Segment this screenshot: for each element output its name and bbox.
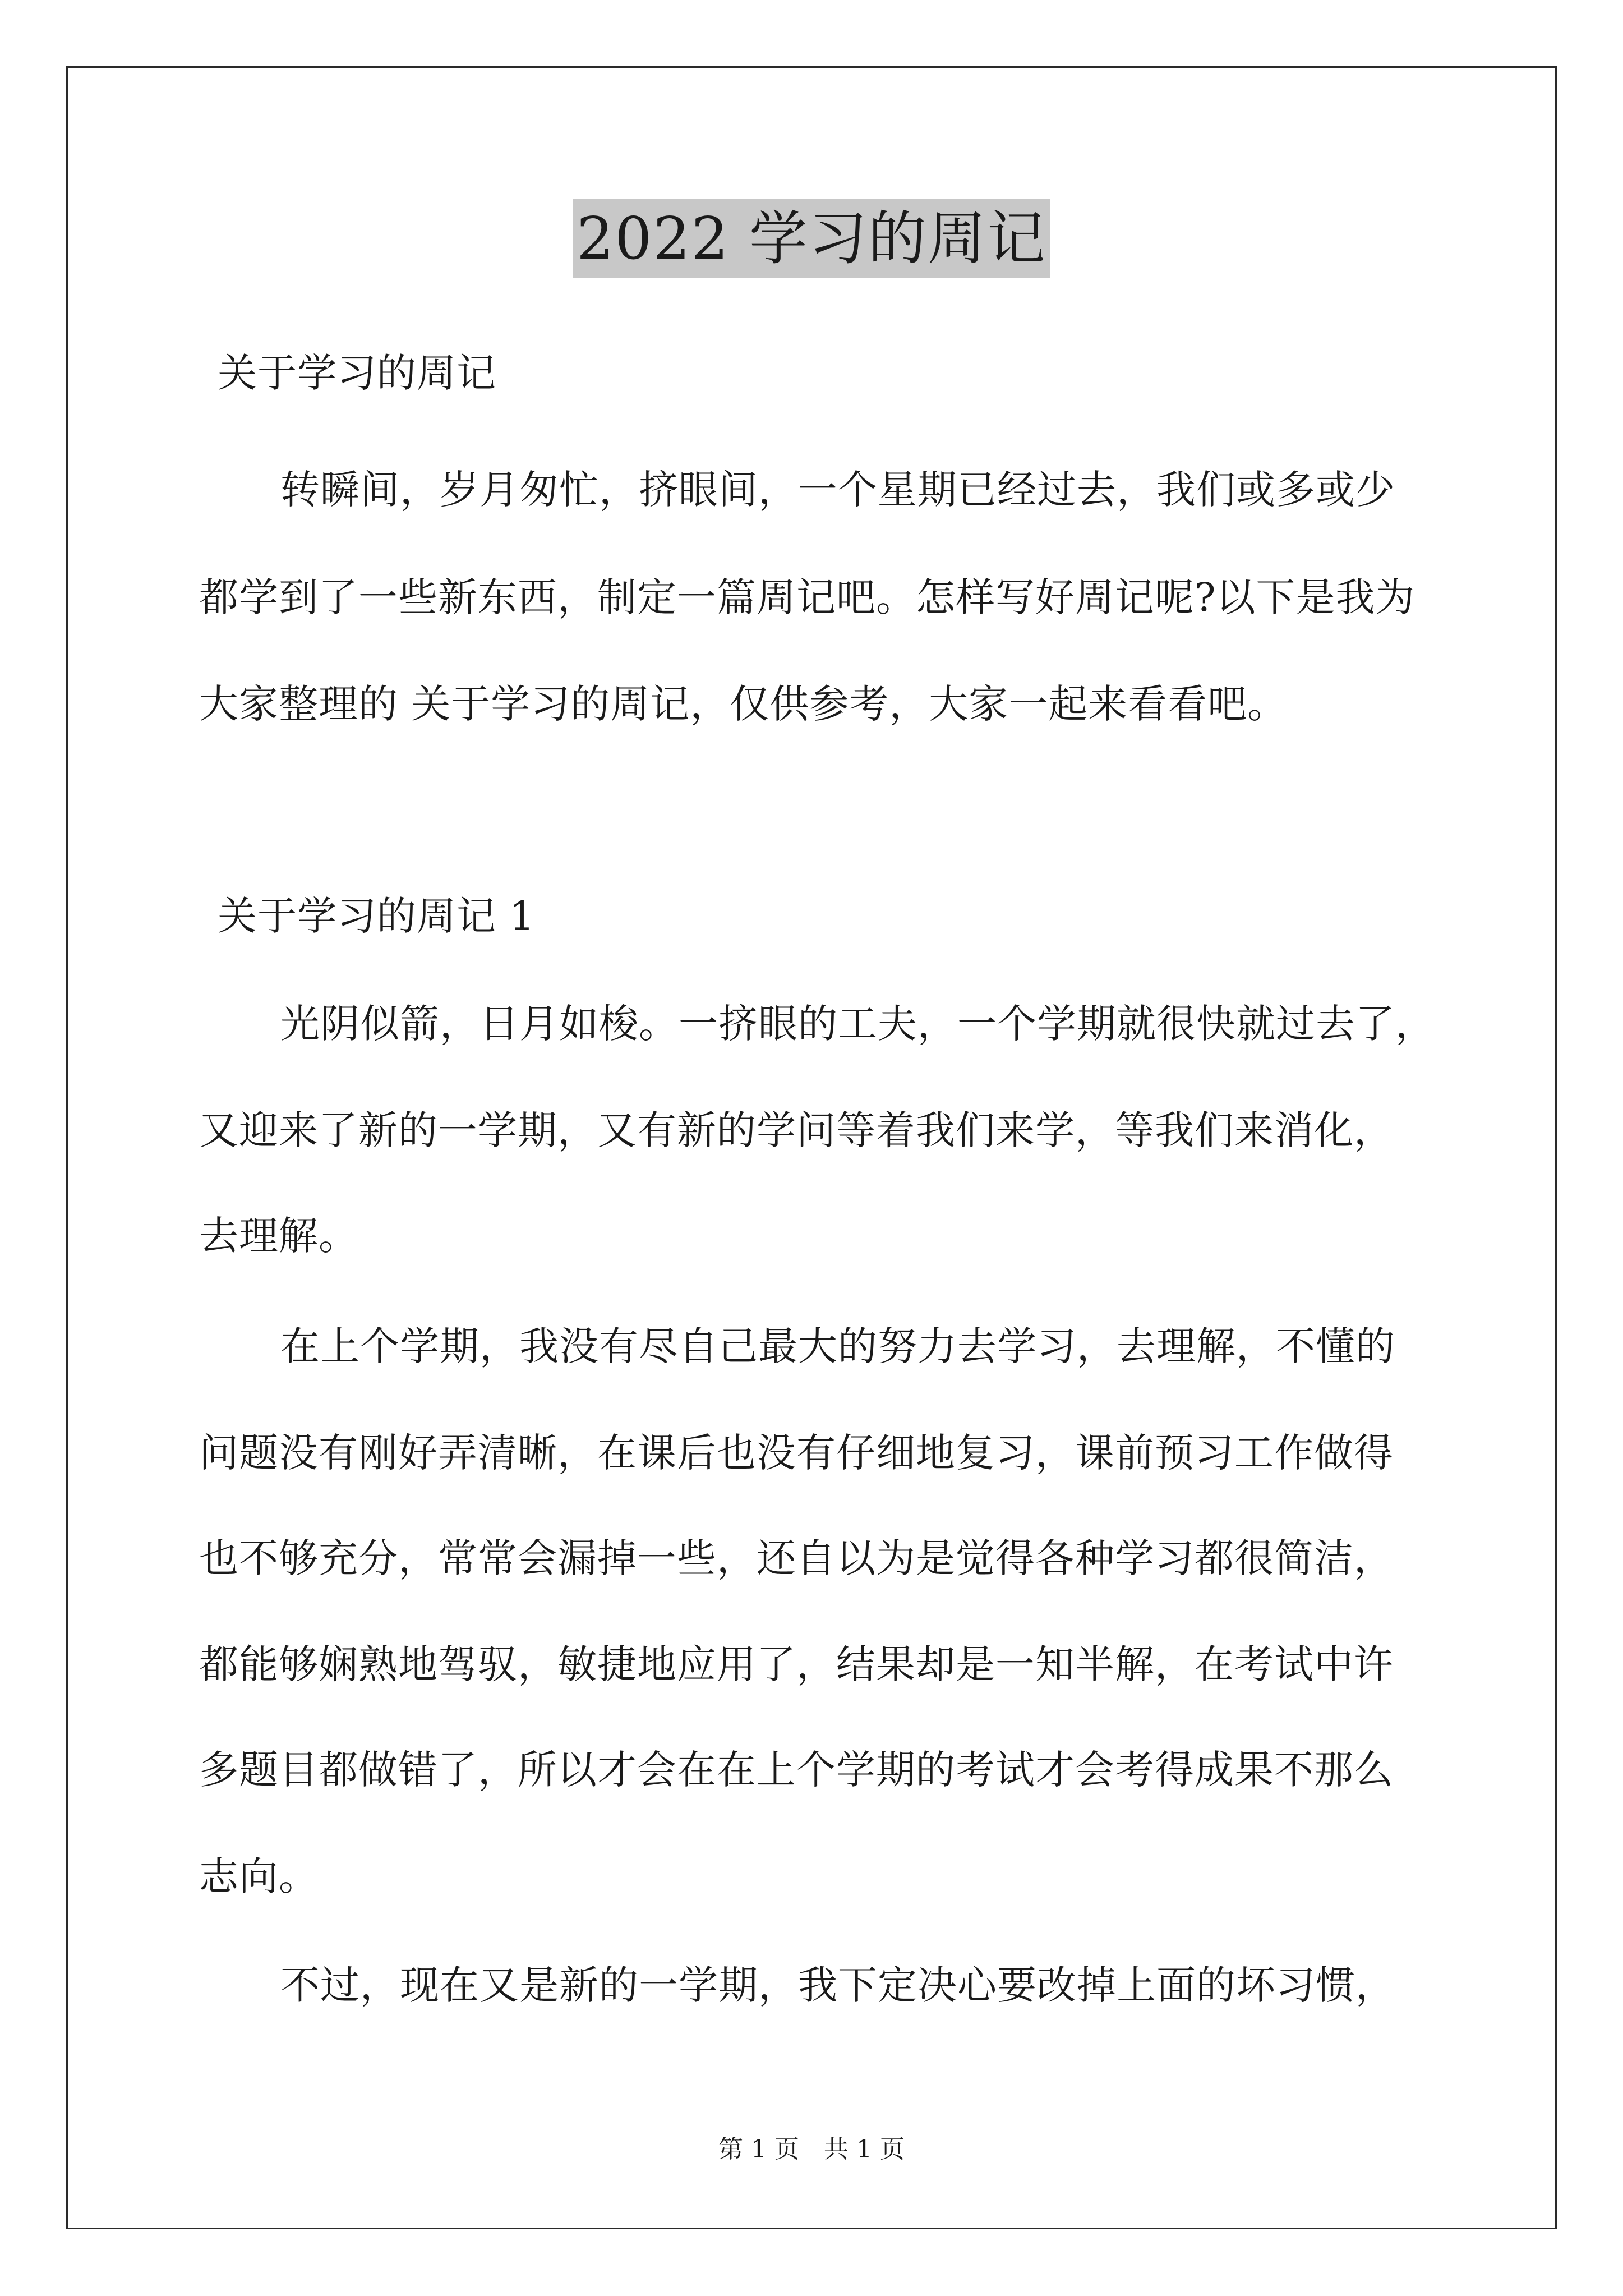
document-title: 2022 学习的周记	[573, 199, 1050, 278]
paragraph1-line-1: 光阴似箭，日月如梭。一挤眼的工夫，一个学期就很快就过去了，	[280, 1001, 1435, 1047]
paragraph2-line-5: 多题目都做错了，所以才会在在上个学期的考试才会考得成果不那么	[199, 1747, 1394, 1793]
paragraph2-line-1: 在上个学期，我没有尽自己最大的努力去学习，去理解，不懂的	[280, 1323, 1395, 1369]
paragraph1-line-3: 去理解。	[199, 1213, 358, 1259]
section-heading-1: 关于学习的周记 1	[218, 893, 535, 939]
paragraph2-line-4: 都能够娴熟地驾驭，敏捷地应用了，结果却是一知半解，在考试中许	[199, 1641, 1394, 1687]
paragraph1-line-2: 又迎来了新的一学期，又有新的学问等着我们来学，等我们来消化，	[199, 1107, 1394, 1153]
intro-line-1: 转瞬间，岁月匆忙，挤眼间，一个星期已经过去，我们或多或少	[280, 467, 1395, 513]
paragraph3-line-1: 不过，现在又是新的一学期，我下定决心要改掉上面的坏习惯，	[280, 1962, 1395, 2008]
section-heading-intro: 关于学习的周记	[218, 350, 496, 396]
paragraph2-line-6: 志向。	[199, 1853, 319, 1899]
title-container	[0, 199, 1623, 278]
paragraph2-line-3: 也不够充分，常常会漏掉一些，还自以为是觉得各种学习都很简洁，	[199, 1535, 1394, 1581]
paragraph2-line-2: 问题没有刚好弄清晰，在课后也没有仔细地复习，课前预习工作做得	[199, 1430, 1394, 1476]
intro-line-2: 都学到了一些新东西，制定一篇周记吧。怎样写好周记呢?以下是我为	[199, 574, 1415, 620]
intro-line-3: 大家整理的 关于学习的周记，仅供参考，大家一起来看看吧。	[199, 681, 1288, 727]
page-footer: 第 1 页 共 1 页	[718, 2135, 905, 2164]
